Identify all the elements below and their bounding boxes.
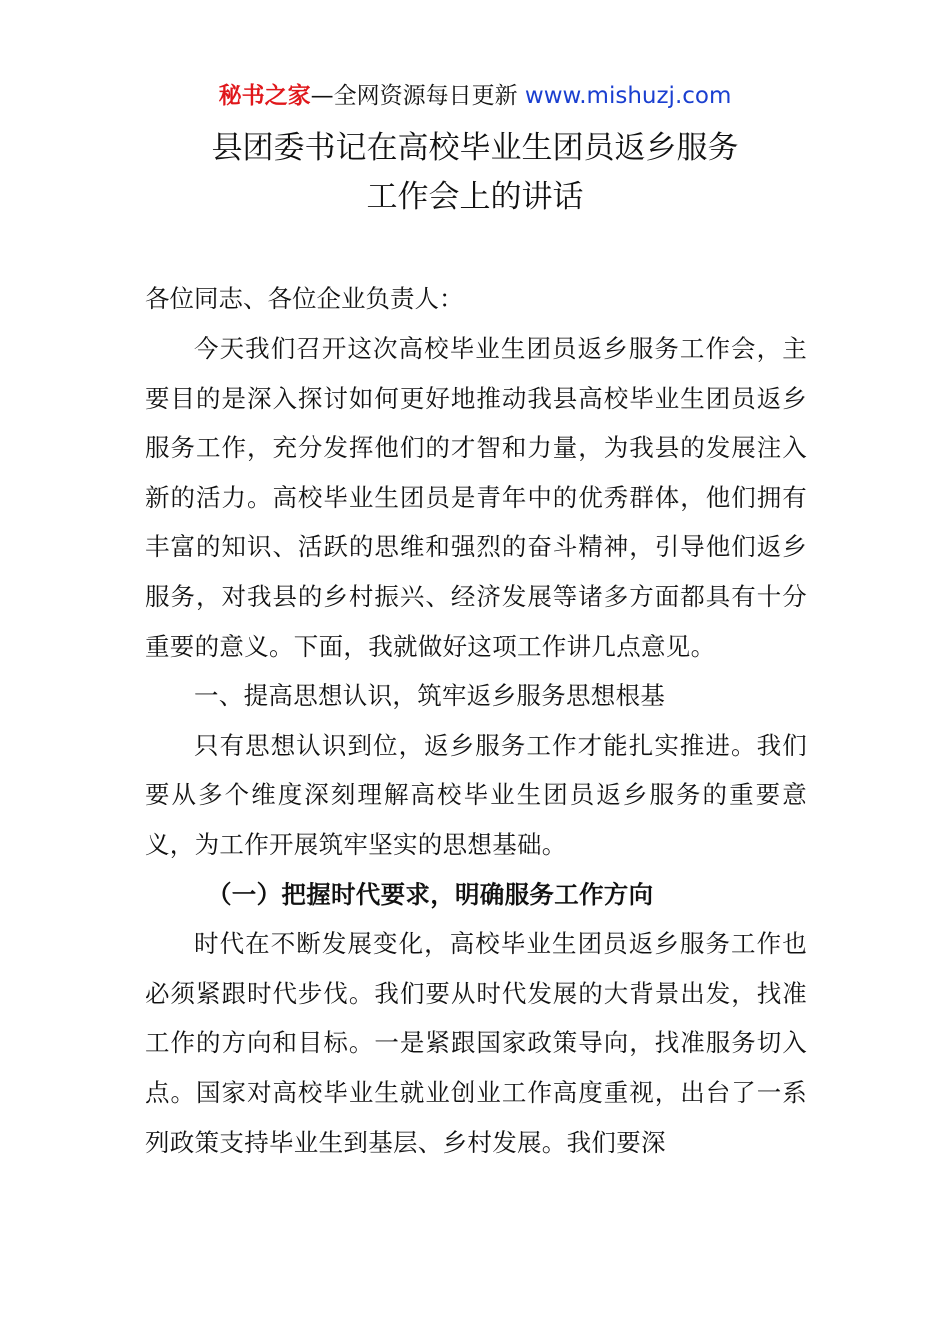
- site-header: [0, 80, 950, 112]
- subsection-1-paragraph: 时代在不断发展变化，高校毕业生团员返乡服务工作也必须紧跟时代步伐。我们要从时代发展的大背景出发，找准工作的方向和目标。一是紧跟国家政策导向，找准服务切入点。国家对高校毕业生就业创业工作高度重视，出台了一系列政策支持毕业生到基层、乡村发展。我们要深: [145, 929, 807, 1157]
- salutation: 各位同志、各位企业负责人：: [145, 284, 464, 313]
- section-1-heading: 一、提高思想认识，筑牢返乡服务思想根基: [194, 681, 666, 711]
- site-brand: 秘书之家: [218, 83, 311, 109]
- site-url-link[interactable]: www.mishuzj.com: [524, 83, 732, 109]
- document-body: [145, 324, 807, 1167]
- intro-paragraph: 今天我们召开这次高校毕业生团员返乡服务工作会，主要目的是深入探讨如何更好地推动我县高校毕业生团员返乡服务工作，充分发挥他们的才智和力量，为我县的发展注入新的活力。高校毕业生团员是青年中的优秀群体，他们拥有丰富的知识、活跃的思维和强烈的奋斗精神，引导他们返乡服务，对我县的乡村振兴、经济发展等诸多方面都具有十分重要的意义。下面，我就做好这项工作讲几点意见。: [145, 334, 807, 661]
- subsection-1-heading: （一）把握时代要求，明确服务工作方向: [207, 879, 654, 909]
- site-tagline: —全网资源每日更新: [310, 83, 518, 109]
- section-1-paragraph: 只有思想认识到位，返乡服务工作才能扎实推进。我们要从多个维度深刻理解高校毕业生团员返乡服务的重要意义，为工作开展筑牢坚实的思想基础。: [145, 730, 807, 859]
- document-title-line-2: 工作会上的讲话: [366, 179, 584, 215]
- document-title-line-1: 县团委书记在高校毕业生团员返乡服务: [211, 130, 739, 166]
